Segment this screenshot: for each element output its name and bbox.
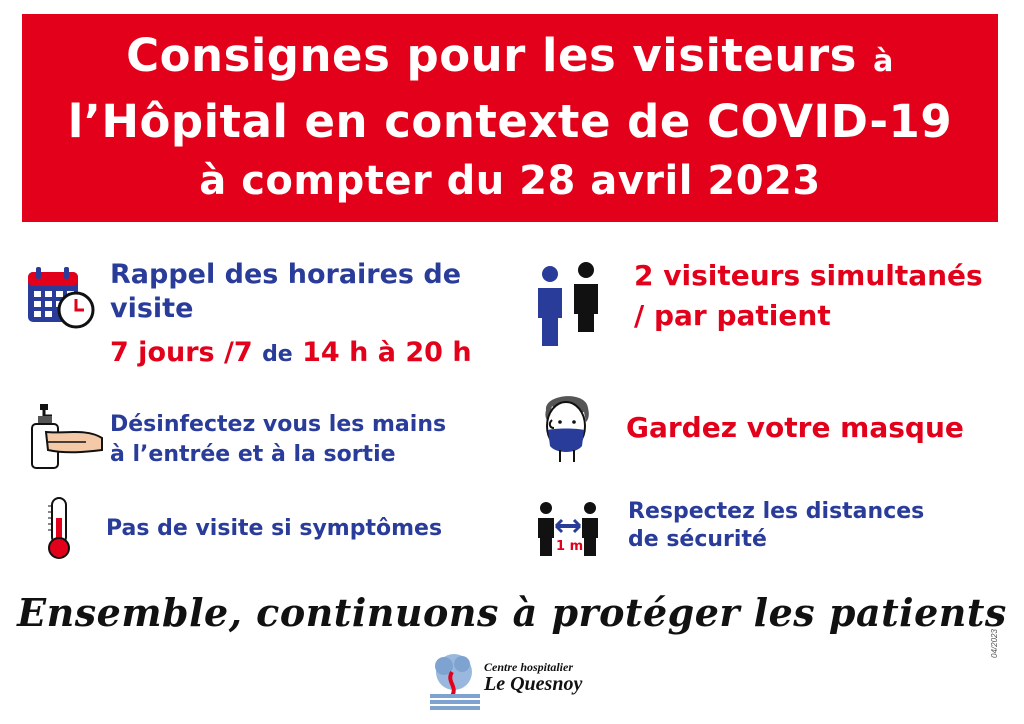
hands-text: Désinfectez vous les mains à l’entrée et à la sortie	[110, 412, 447, 467]
mask-text: Gardez votre masque	[626, 411, 964, 444]
hours-de: de	[262, 342, 293, 367]
visitors-text: 2 visiteurs simultanés / par patient	[634, 259, 983, 332]
distance-text: Respectez les distances de sécurité	[628, 499, 925, 552]
hours-schedule	[110, 336, 472, 372]
hours-title: Rappel des horaires de visite	[110, 259, 462, 324]
hospital-logo-text: Centre hospitalier Le Quesnoy	[484, 660, 583, 695]
hours-days: 7 jours /7	[110, 337, 253, 368]
header-banner	[22, 14, 998, 222]
banner-line-3: à compter du 28 avril 2023	[199, 158, 821, 204]
masked-face-icon	[538, 390, 594, 462]
banner-line-1: Consignes pour les visiteurs à	[126, 29, 894, 82]
visitors-icon	[534, 262, 604, 348]
distance-badge: 1 m	[556, 539, 584, 554]
hospital-logo-icon	[428, 652, 482, 712]
banner-line-2: l’Hôpital en contexte de COVID-19	[67, 95, 953, 148]
slogan: Ensemble, continuons à protéger les patients	[17, 590, 1007, 635]
symptoms-text: Pas de visite si symptômes	[106, 516, 443, 541]
thermometer-icon	[44, 496, 76, 560]
banner-line-1-suffix: à	[873, 44, 894, 79]
hand-sanitizer-icon	[26, 404, 106, 470]
date-code: 04/2023	[990, 629, 999, 658]
hours-time: 14 h à 20 h	[302, 337, 472, 368]
calendar-clock-icon	[26, 266, 96, 330]
